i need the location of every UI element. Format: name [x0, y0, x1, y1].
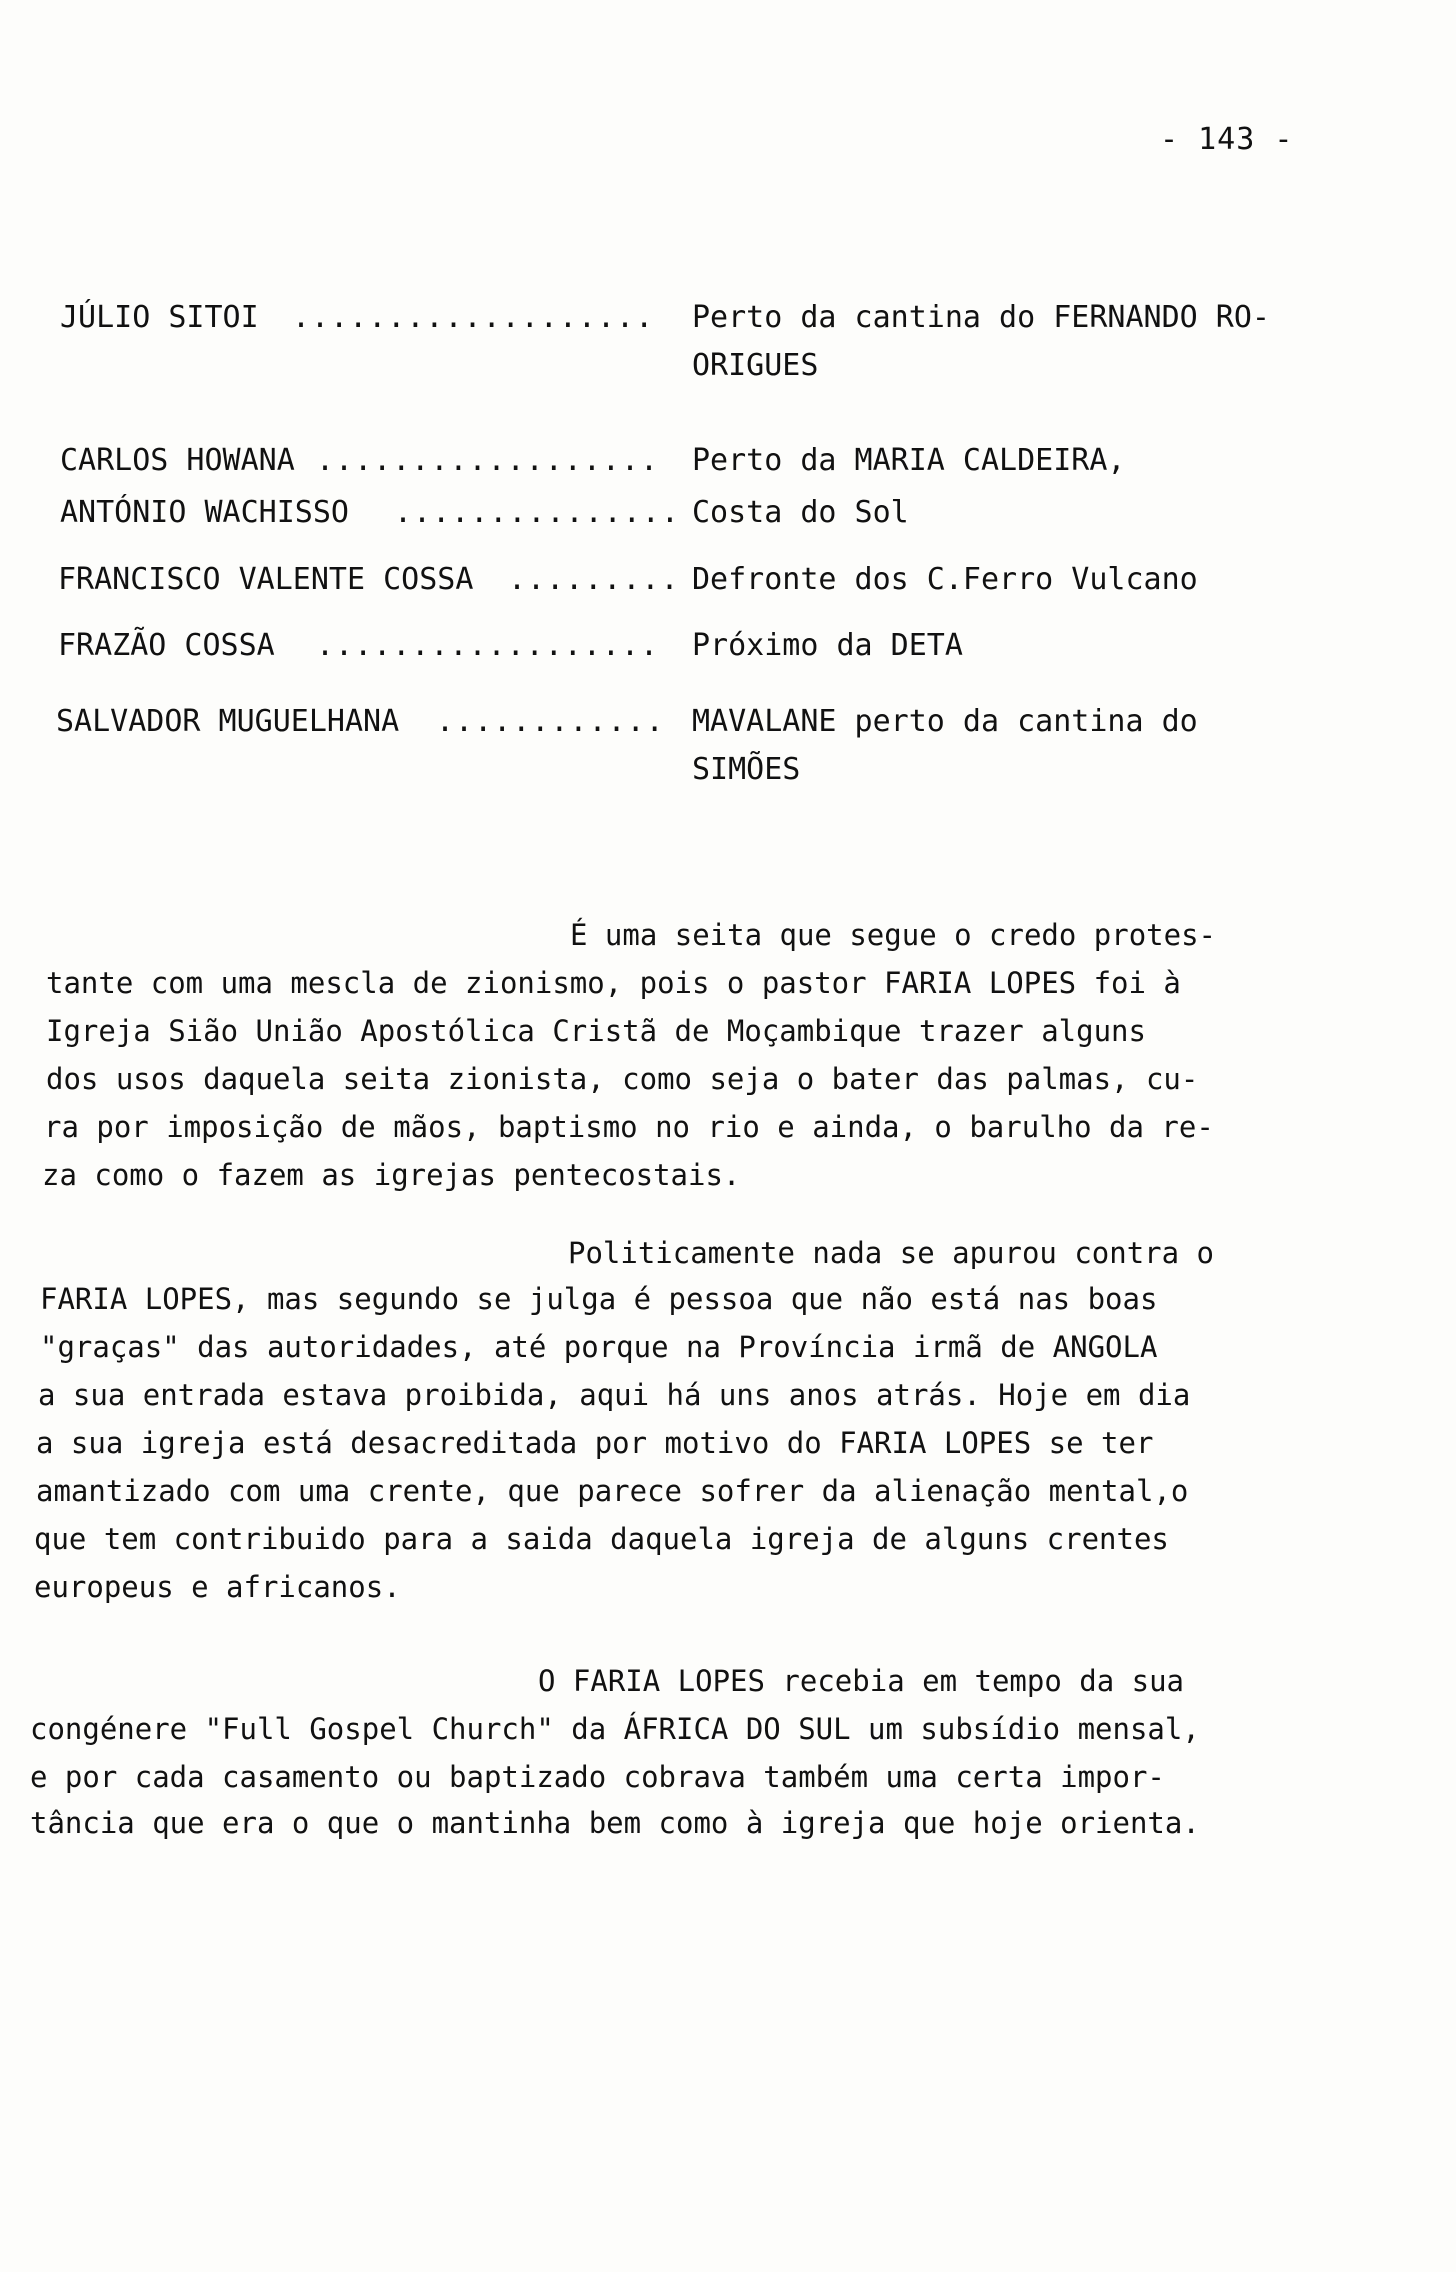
entry-location-line: Perto da cantina do FERNANDO RO- — [692, 300, 1270, 335]
paragraph-line: tância que era o que o mantinha bem como à igreja que hoje orienta. — [30, 1806, 1200, 1840]
paragraph-line: a sua entrada estava proibida, aqui há uns anos atrás. Hoje em dia — [38, 1378, 1191, 1412]
entry-name: FRAZÃO COSSA — [58, 628, 275, 663]
paragraph-line: congénere "Full Gospel Church" da ÁFRICA DO SUL um subsídio mensal, — [30, 1712, 1200, 1746]
entry-leader-dots: ............... — [394, 495, 680, 530]
entry-location — [692, 437, 1125, 485]
paragraph-line: "graças" das autoridades, até porque na Província irmã de ANGOLA — [40, 1330, 1158, 1364]
paragraph-line: Igreja Sião União Apostólica Cristã de Moçambique trazer alguns — [46, 1014, 1146, 1048]
entry-location — [692, 622, 963, 670]
paragraph-line: É uma seita que segue o credo protes- — [570, 918, 1217, 952]
page-number: - 143 - — [1160, 122, 1294, 157]
entry-location-line: Defronte dos C.Ferro Vulcano — [692, 562, 1198, 597]
entry-location — [692, 698, 1198, 794]
entry-location — [692, 489, 909, 537]
paragraph-line: e por cada casamento ou baptizado cobrava também uma certa impor- — [30, 1760, 1165, 1794]
paragraph-line: tante com uma mescla de zionismo, pois o pastor FARIA LOPES foi à — [46, 966, 1181, 1000]
entry-location-line: Perto da MARIA CALDEIRA, — [692, 443, 1126, 478]
entry-name: ANTÓNIO WACHISSO — [60, 495, 349, 530]
entry-location-line: ORIGUES — [692, 348, 819, 383]
entry-leader-dots: .................. — [316, 443, 660, 478]
entry-leader-dots: ................... — [292, 300, 655, 335]
paragraph-line: FARIA LOPES, mas segundo se julga é pessoa que não está nas boas — [40, 1282, 1158, 1316]
entry-leader-dots: ............ — [436, 704, 665, 739]
entry-location-line: Próximo da DETA — [692, 628, 963, 663]
entry-location-line: Costa do Sol — [692, 495, 909, 530]
paragraph-line: dos usos daquela seita zionista, como seja o bater das palmas, cu- — [46, 1062, 1199, 1096]
paragraph-line: que tem contribuido para a saida daquela igreja de alguns crentes — [34, 1522, 1169, 1556]
entry-leader-dots: .................. — [316, 628, 660, 663]
entry-leader-dots: ......... — [508, 562, 680, 597]
entry-name: JÚLIO SITOI — [60, 300, 259, 335]
entry-name: SALVADOR MUGUELHANA — [56, 704, 400, 739]
paragraph-line: za como o fazem as igrejas pentecostais. — [42, 1158, 741, 1192]
paragraph-line: a sua igreja está desacreditada por motivo do FARIA LOPES se ter — [36, 1426, 1154, 1460]
entry-location-line: SIMÕES — [692, 752, 801, 787]
paragraph-line: O FARIA LOPES recebia em tempo da sua — [538, 1664, 1185, 1698]
entry-location — [692, 294, 1270, 390]
paragraph-line: amantizado com uma crente, que parece sofrer da alienação mental,o — [36, 1474, 1189, 1508]
entry-location — [692, 556, 1198, 604]
entry-location-line: MAVALANE perto da cantina do — [692, 704, 1198, 739]
entry-name: CARLOS HOWANA — [60, 443, 295, 478]
entry-name: FRANCISCO VALENTE COSSA — [58, 562, 474, 597]
paragraph-line: Politicamente nada se apurou contra o — [568, 1236, 1215, 1270]
paragraph-line: europeus e africanos. — [34, 1570, 401, 1604]
paragraph-line: ra por imposição de mãos, baptismo no rio e ainda, o barulho da re- — [44, 1110, 1214, 1144]
